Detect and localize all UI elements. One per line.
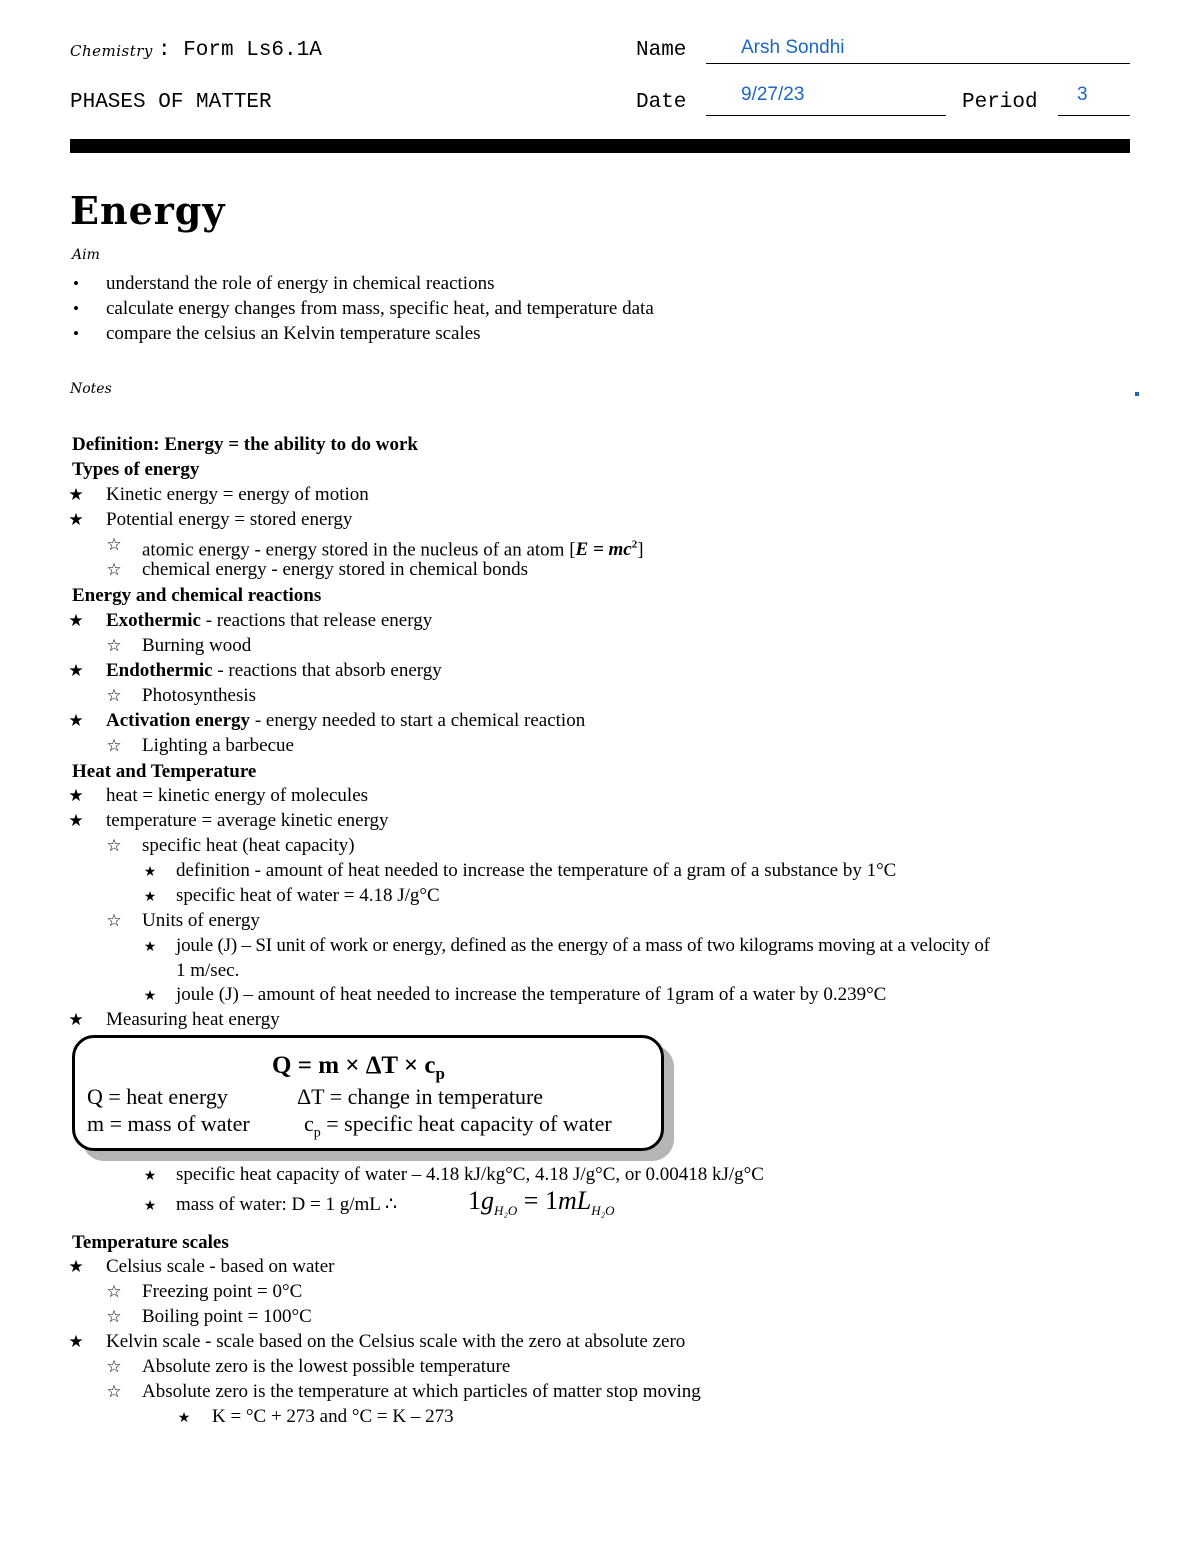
star-outline-icon: ☆ [106,636,122,655]
list-item: ☆ Boiling point = 100°C [106,1306,312,1327]
list-item: ☆ Burning wood [106,635,252,656]
star-filled-icon: ★ [68,1257,84,1276]
aim-item: • compare the celsius an Kelvin temperature scales [68,323,84,345]
list-item: ★ definition - amount of heat needed to increase the temperature of a gram of a substance by 1°C [142,860,158,884]
list-item: ☆ Units of energy [106,910,260,931]
list-item: ☆ atomic energy - energy stored in the nucleus of an atom $[E = mc^2]$ [106,535,644,561]
list-item: ★ specific heat capacity of water – 4.18 kJ/kg°C, 4.18 J/g°C, or 0.00418 kJ/g°C [142,1164,158,1188]
date-underline [706,115,946,116]
list-item: ★ Measuring heat energy [68,1009,280,1030]
star-outline-icon: ☆ [106,911,122,930]
list-item: ★ Exothermic - reactions that release energy [68,610,433,631]
name-label: Name [636,39,687,62]
list-item: ★ Activation energy - energy needed to start a chemical reaction [68,710,586,731]
list-item: ☆ Photosynthesis [106,685,257,706]
list-item: ★ Kelvin scale - scale based on the Celsius scale with the zero at absolute zero [68,1331,686,1352]
star-outline-icon: ☆ [106,1307,122,1326]
list-item: ☆ Absolute zero is the lowest possible temperature [106,1356,511,1377]
star-filled-icon: ★ [143,890,157,905]
bullet-icon: • [73,324,79,343]
star-filled-icon: ★ [68,510,84,529]
aim-item: • calculate energy changes from mass, specific heat, and temperature data [68,298,84,320]
star-filled-icon: ★ [143,989,157,1004]
star-outline-icon: ☆ [106,686,122,705]
star-filled-icon: ★ [68,811,84,830]
list-item: ☆ chemical energy - energy stored in chemical bonds [106,559,529,580]
star-outline-icon: ☆ [106,535,122,554]
star-outline-icon: ☆ [106,736,122,755]
star-filled-icon: ★ [177,1411,191,1426]
star-filled-icon: ★ [68,661,84,680]
star-filled-icon: ★ [68,611,84,630]
form-code: : Form Ls6.1A [158,39,322,62]
period-underline [1058,115,1130,116]
list-item: ★ specific heat of water = 4.18 J/g°C [142,885,158,909]
period-value[interactable]: 3 [1077,84,1088,105]
star-filled-icon: ★ [143,1169,157,1184]
list-item: ☆ Absolute zero is the temperature at which particles of matter stop moving [106,1381,701,1402]
header-divider [70,139,1130,153]
density-equation: $1g_{H_2O} = 1mL_{H_2O}$ [468,1186,615,1219]
star-outline-icon: ☆ [106,1357,122,1376]
list-item: ★ Celsius scale - based on water [68,1256,335,1277]
pen-dot [1135,392,1139,396]
list-item: ★ Potential energy = stored energy [68,509,353,530]
bullet-icon: • [73,274,79,293]
star-filled-icon: ★ [68,711,84,730]
list-item: ☆ specific heat (heat capacity) [106,835,355,856]
list-item-continued: 1 m/sec. [176,960,240,981]
date-value[interactable]: 9/27/23 [741,84,805,105]
star-filled-icon: ★ [68,1332,84,1351]
star-filled-icon: ★ [68,786,84,805]
aim-label: Aim [72,247,100,263]
heat-heading: Heat and Temperature [72,761,257,782]
name-underline [706,63,1130,64]
star-outline-icon: ☆ [106,1382,122,1401]
list-item: ☆ Freezing point = 0°C [106,1281,303,1302]
list-item: ★ mass of water: D = 1 g/mL ∴ $1g_{H_2O} = 1mL_{H_2O}$ [142,1192,158,1220]
list-item: ★ Endothermic - reactions that absorb energy [68,660,442,681]
scales-heading: Temperature scales [72,1232,229,1253]
cp-definition: $c_p$ = specific heat capacity of water [304,1111,612,1141]
star-outline-icon: ☆ [106,1282,122,1301]
star-filled-icon: ★ [68,485,84,504]
list-item: ★ joule (J) – SI unit of work or energy, defined as the energy of a mass of two kilograms moving at a velocity of [142,935,158,959]
aim-item: • understand the role of energy in chemical reactions [68,273,84,295]
heat-equation: $Q = m \times \Delta T \times c_p$ [272,1052,445,1083]
unit-title: PHASES OF MATTER [70,91,272,114]
list-item: ★ temperature = average kinetic energy [68,810,389,831]
name-value[interactable]: Arsh Sondhi [741,37,845,58]
page-title: Energy [70,188,226,233]
list-item: ★ joule (J) – amount of heat needed to increase the temperature of 1gram of a water by 0.239°C [142,984,158,1008]
list-item: ☆ Lighting a barbecue [106,735,294,756]
notes-label: Notes [70,381,112,397]
list-item: ★ heat = kinetic energy of molecules [68,785,369,806]
date-label: Date [636,91,687,114]
star-filled-icon: ★ [143,1199,157,1214]
types-heading: Types of energy [72,459,200,480]
list-item: ★ Kinetic energy = energy of motion [68,484,369,505]
star-outline-icon: ☆ [106,560,122,579]
star-outline-icon: ☆ [106,836,122,855]
star-filled-icon: ★ [143,865,157,880]
delta-t-definition: ΔT = change in temperature [297,1084,544,1109]
reactions-heading: Energy and chemical reactions [72,585,322,606]
energy-definition: Definition: Energy = the ability to do work [72,434,418,455]
q-definition: Q = heat energy [87,1084,228,1109]
course-name: Chemistry [70,42,153,60]
star-filled-icon: ★ [143,940,157,955]
period-label: Period [962,91,1038,114]
star-filled-icon: ★ [68,1010,84,1029]
bullet-icon: • [73,299,79,318]
formula-box [72,1035,664,1151]
m-definition: m = mass of water [87,1111,250,1136]
list-item: ★ K = °C + 273 and °C = K – 273 [176,1406,192,1430]
